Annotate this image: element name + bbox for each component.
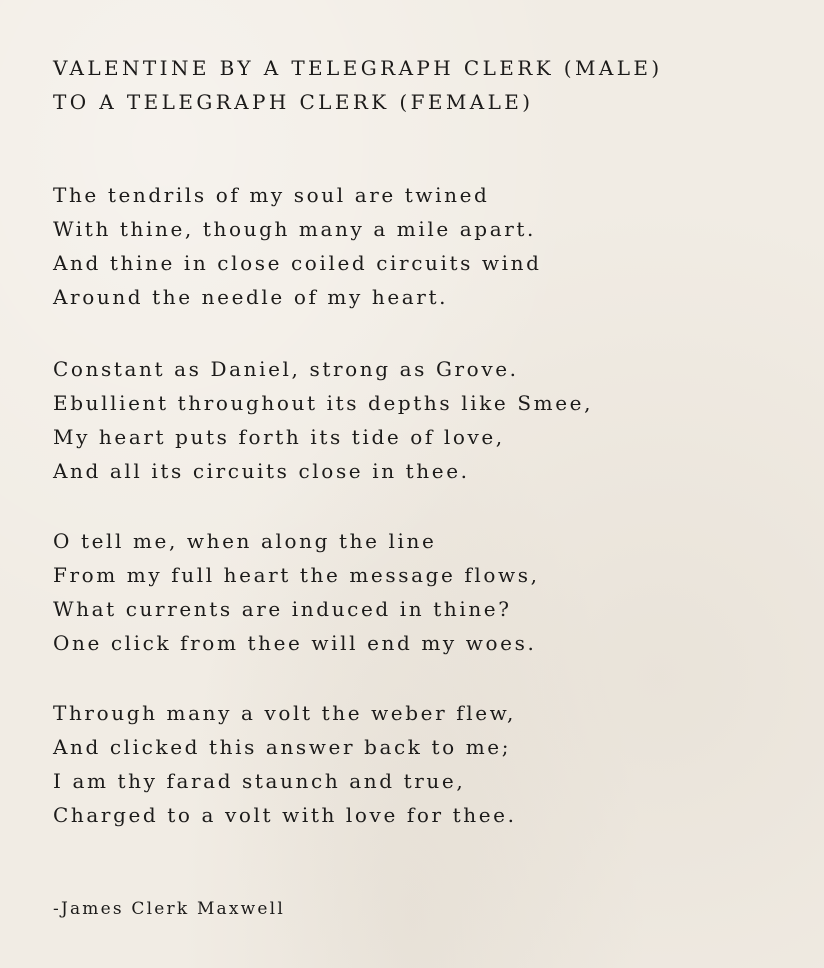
poem-title — [53, 51, 813, 119]
stanza-4 — [53, 696, 813, 832]
poem-line: And clicked this answer back to me; — [53, 735, 512, 759]
poem-title-line-1: VALENTINE BY A TELEGRAPH CLERK (MALE) — [53, 56, 663, 80]
poem-line: O tell me, when along the line — [53, 529, 437, 553]
poem-line: I am thy farad staunch and true, — [53, 769, 466, 793]
poem-line: What currents are induced in thine? — [53, 597, 512, 621]
poem-line: Charged to a volt with love for thee. — [53, 803, 517, 827]
poem-author: -James Clerk Maxwell — [53, 899, 285, 919]
stanza-2 — [53, 352, 813, 488]
stanza-1 — [53, 178, 813, 314]
poem-line: Constant as Daniel, strong as Grove. — [53, 357, 519, 381]
poem-line: My heart puts forth its tide of love, — [53, 425, 505, 449]
poem-line: Around the needle of my heart. — [53, 285, 449, 309]
poem-line: And thine in close coiled circuits wind — [53, 251, 542, 275]
stanza-3 — [53, 524, 813, 660]
poem-line: One click from thee will end my woes. — [53, 631, 537, 655]
poem-line: From my full heart the message flows, — [53, 563, 540, 587]
poem-line: Ebullient throughout its depths like Smee, — [53, 391, 594, 415]
poem-line: And all its circuits close in thee. — [53, 459, 470, 483]
poem-line: The tendrils of my soul are twined — [53, 183, 490, 207]
poem-line: With thine, though many a mile apart. — [53, 217, 536, 241]
poem-title-line-2: TO A TELEGRAPH CLERK (FEMALE) — [53, 90, 534, 114]
poem-line: Through many a volt the weber flew, — [53, 701, 516, 725]
